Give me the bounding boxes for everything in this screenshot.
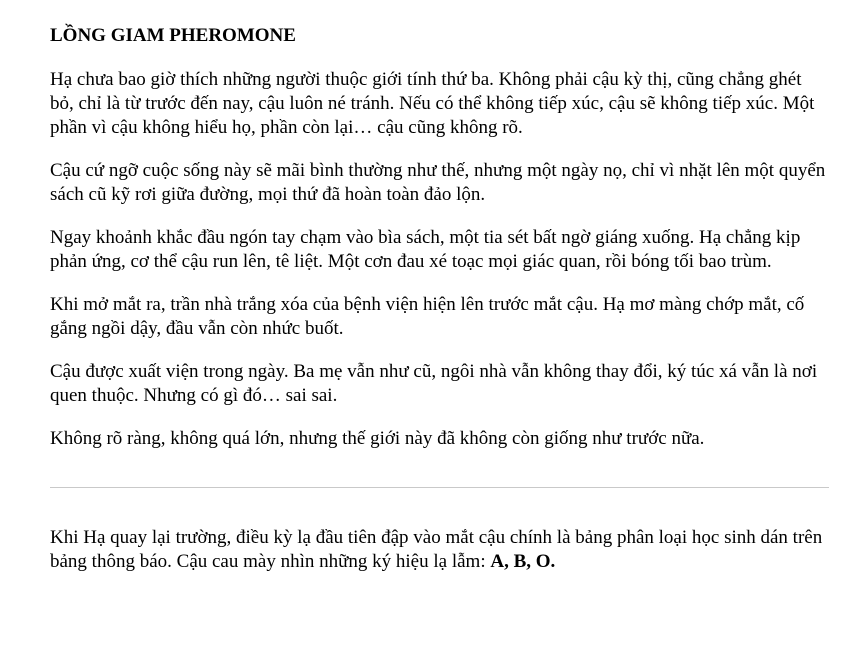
section-divider [50,487,829,488]
paragraph-4: Khi mở mắt ra, trần nhà trắng xóa của bệnh viện hiện lên trước mắt cậu. Hạ mơ màng chớp mắt, cố gắng ngồi dậy, đầu vẫn còn nhức buốt. [50,294,805,339]
paragraph-3: Ngay khoảnh khắc đầu ngón tay chạm vào bìa sách, một tia sét bất ngờ giáng xuống. Hạ chẳng kịp phản ứng, cơ thể cậu run lên, tê liệt. Một cơn đau xé toạc mọi giác quan, rồi bóng tối bao trùm. [50,227,801,272]
paragraph-1: Hạ chưa bao giờ thích những người thuộc giới tính thứ ba. Không phải cậu kỳ thị, cũng chẳng ghét bỏ, chỉ là từ trước đến nay, cậu luôn né tránh. Nếu có thể không tiếp xúc, cậu sẽ không tiếp xúc. Một phần vì cậu không hiểu họ, phần còn lại… cậu cũng không rõ. [50,69,815,138]
paragraph-2: Cậu cứ ngỡ cuộc sống này sẽ mãi bình thường như thế, nhưng một ngày nọ, chỉ vì nhặt lên một quyển sách cũ kỹ rơi giữa đường, mọi thứ đã hoàn toàn đảo lộn. [50,160,826,205]
paragraph-5: Cậu được xuất viện trong ngày. Ba mẹ vẫn như cũ, ngôi nhà vẫn không thay đổi, ký túc xá vẫn là nơi quen thuộc. Nhưng có gì đó… sai sai. [50,361,818,406]
blood-type-labels: A, B, O. [490,551,556,572]
paragraph-6: Không rõ ràng, không quá lớn, nhưng thế giới này đã không còn giống như trước nữa. [50,428,705,449]
paragraph-7 [50,526,829,574]
story-title: LỒNG GIAM PHEROMONE [50,25,296,46]
paragraph-7-text: Khi Hạ quay lại trường, điều kỳ lạ đầu tiên đập vào mắt cậu chính là bảng phân loại học sinh dán trên bảng thông báo. Cậu cau mày nhìn những ký hiệu lạ lẫm: [50,527,823,572]
